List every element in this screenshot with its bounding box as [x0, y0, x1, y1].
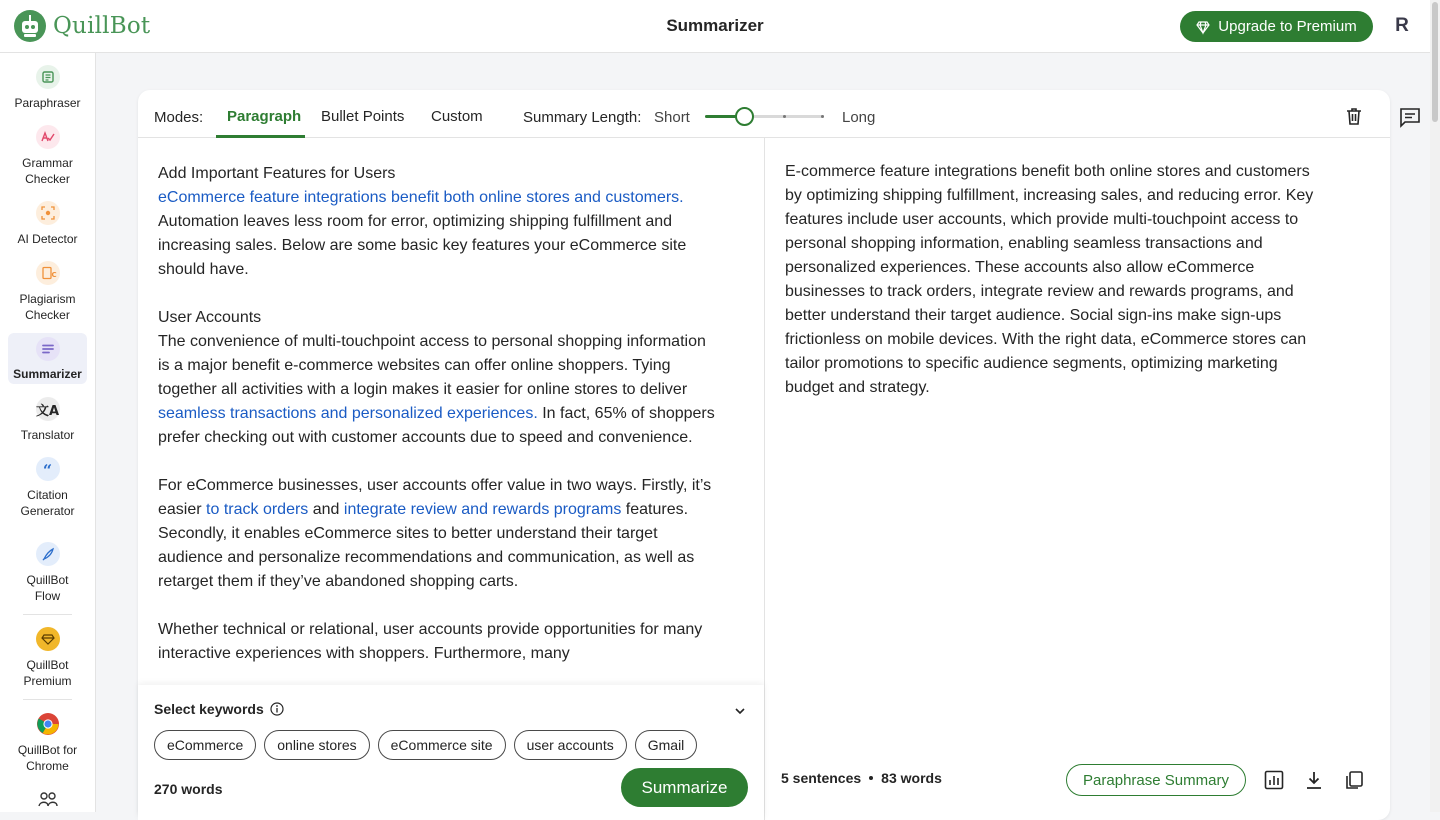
- sidebar-item-quillbot-premium[interactable]: [8, 627, 87, 689]
- statistics-icon[interactable]: [1263, 769, 1285, 791]
- quillbot-robot-icon: [13, 9, 47, 43]
- modes-label: Modes:: [154, 109, 204, 126]
- keyword-chip[interactable]: Gmail: [635, 730, 698, 760]
- paraphraser-icon: [36, 65, 60, 89]
- keyword-chip[interactable]: eCommerce: [154, 730, 256, 760]
- input-text: In fact, 65% of shoppers prefer checking out with customer accounts due to speed and convenience.: [158, 405, 715, 446]
- sidebar-item-translator[interactable]: [8, 397, 87, 443]
- sidebar-divider: [23, 614, 72, 615]
- scrollbar-thumb[interactable]: [1432, 2, 1438, 122]
- input-link[interactable]: integrate review and rewards programs: [343, 501, 622, 518]
- keywords-panel: [138, 685, 764, 820]
- input-text-area[interactable]: [158, 162, 718, 685]
- tab-paragraph[interactable]: Paragraph: [227, 108, 302, 125]
- sidebar-item-label: Plagiarism Checker: [19, 292, 76, 322]
- slider-tick: [783, 115, 786, 118]
- sidebar-item-plagiarism-checker[interactable]: [8, 261, 87, 323]
- input-link[interactable]: to track orders: [206, 501, 309, 518]
- summary-length-slider[interactable]: [705, 115, 824, 118]
- length-long-label: Long: [842, 109, 876, 126]
- tab-bullet-points[interactable]: Bullet Points: [321, 108, 405, 125]
- pane-divider: [764, 138, 765, 820]
- keyword-chip[interactable]: online stores: [264, 730, 369, 760]
- more-apps-icon[interactable]: [38, 791, 58, 807]
- input-link[interactable]: eCommerce feature integrations benefit both online stores and customers.: [158, 189, 684, 206]
- input-text: Automation leaves less room for error, optimizing shipping fulfillment and increasing sales. Below are some basic key features your eCommerce site should have.: [158, 213, 687, 278]
- flow-icon: [36, 542, 60, 566]
- keyword-chip[interactable]: eCommerce site: [378, 730, 506, 760]
- download-icon[interactable]: [1303, 769, 1325, 791]
- keyword-chip[interactable]: user accounts: [514, 730, 627, 760]
- info-icon[interactable]: [270, 702, 284, 716]
- summarizer-card: [138, 90, 1390, 820]
- input-text: For eCommerce businesses, user accounts offer value in two ways. Firstly, it’s easier: [158, 477, 712, 518]
- summarize-button[interactable]: Summarize: [621, 768, 748, 807]
- diamond-icon: [1196, 20, 1210, 34]
- input-link[interactable]: seamless transactions and personalized experiences.: [158, 405, 538, 422]
- separator-dot: [869, 776, 873, 780]
- sidebar-item-citation-generator[interactable]: [8, 457, 87, 519]
- summary-length-label: Summary Length:: [523, 109, 642, 126]
- trash-icon[interactable]: [1344, 106, 1364, 126]
- chevron-down-icon[interactable]: [734, 705, 746, 717]
- citation-icon: “: [36, 457, 60, 481]
- keyword-chips: [154, 730, 697, 760]
- upgrade-to-premium-button[interactable]: [1180, 11, 1373, 42]
- sidebar-item-label: Summarizer: [13, 367, 82, 381]
- sidebar-divider: [23, 699, 72, 700]
- window-scrollbar[interactable]: [1430, 0, 1440, 812]
- grammar-icon: [36, 125, 60, 149]
- chrome-icon: [36, 712, 60, 736]
- sidebar-item-label: QuillBot Flow: [26, 573, 69, 603]
- upgrade-label: Upgrade to Premium: [1218, 18, 1357, 35]
- top-bar: [0, 0, 1430, 53]
- input-heading: User Accounts: [158, 309, 262, 326]
- input-text: Whether technical or relational, user accounts provide opportunities for many interactive experiences with shoppers. Furthermore, many: [158, 621, 703, 662]
- sentence-count: 5 sentences: [781, 770, 862, 786]
- sidebar-item-ai-detector[interactable]: [8, 201, 87, 247]
- sidebar-item-label: AI Detector: [17, 232, 78, 246]
- avatar[interactable]: R: [1395, 15, 1409, 36]
- sidebar-item-grammar-checker[interactable]: [8, 125, 87, 187]
- active-tab-underline: [216, 135, 305, 138]
- paraphrase-summary-button[interactable]: Paraphrase Summary: [1066, 764, 1246, 796]
- translator-icon: 文A: [36, 397, 60, 421]
- input-text: features. Secondly, it enables eCommerce sites to better understand their target audience and personalize recommendations and communication, as well as retarget them if they’ve abandoned shopping carts.: [158, 501, 695, 590]
- plagiarism-icon: [36, 261, 60, 285]
- logo-text: QuillBot: [53, 13, 151, 39]
- premium-icon: [36, 627, 60, 651]
- slider-tick: [821, 115, 824, 118]
- input-word-count: 270 words: [154, 781, 223, 797]
- sidebar-item-label: Paraphraser: [14, 96, 81, 110]
- summary-output[interactable]: E-commerce feature integrations benefit both online stores and customers by optimizing shipping fulfillment, increasing sales, and reducing error. Key features include user accounts, which provide multi-touchpoint access to personal shopping information, enabling seamless transactions and personalized experiences. These accounts also allow eCommerce businesses to track orders, integrate review and rewards programs, and better understand their target audience. Social sign-ins make sign-ups frictionless on mobile devices. With the right data, eCommerce stores can tailor promotions to specific audience segments, optimizing marketing budget and strategy.: [785, 163, 1314, 396]
- quillbot-logo[interactable]: [13, 9, 150, 43]
- select-keywords-label: Select keywords: [154, 701, 264, 717]
- copy-icon[interactable]: [1343, 769, 1365, 791]
- sidebar-item-paraphraser[interactable]: [8, 65, 87, 111]
- sidebar-item-label: Citation Generator: [20, 488, 75, 518]
- sidebar-item-label: QuillBot for Chrome: [17, 743, 78, 773]
- svg-text:C: C: [51, 271, 57, 279]
- summarizer-icon: [36, 337, 60, 361]
- summary-stats: [781, 770, 942, 786]
- sidebar: [0, 53, 96, 812]
- sidebar-item-quillbot-flow[interactable]: [8, 542, 87, 604]
- sidebar-item-label: Translator: [20, 428, 75, 442]
- page-title: Summarizer: [666, 16, 764, 35]
- input-text: The convenience of multi-touchpoint access to personal shopping information is a major benefit e-commerce websites can offer online shoppers. Tying together all activities with a login makes it easier for online stores to deliver: [158, 333, 706, 398]
- length-short-label: Short: [654, 109, 690, 126]
- tab-custom[interactable]: Custom: [431, 108, 483, 125]
- summary-word-count: 83 words: [881, 770, 942, 786]
- sidebar-item-quillbot-for-chrome[interactable]: [8, 712, 87, 774]
- sidebar-item-summarizer[interactable]: [8, 333, 87, 384]
- sidebar-item-label: QuillBot Premium: [23, 658, 72, 688]
- select-keywords-header[interactable]: [154, 701, 284, 717]
- mode-toolbar: [138, 90, 1390, 138]
- ai-detector-icon: [36, 201, 60, 225]
- slider-handle[interactable]: [735, 107, 754, 126]
- sidebar-item-label: Grammar Checker: [22, 156, 73, 186]
- feedback-icon[interactable]: [1399, 106, 1421, 128]
- input-heading: Add Important Features for Users: [158, 165, 396, 182]
- input-text: and: [308, 501, 344, 518]
